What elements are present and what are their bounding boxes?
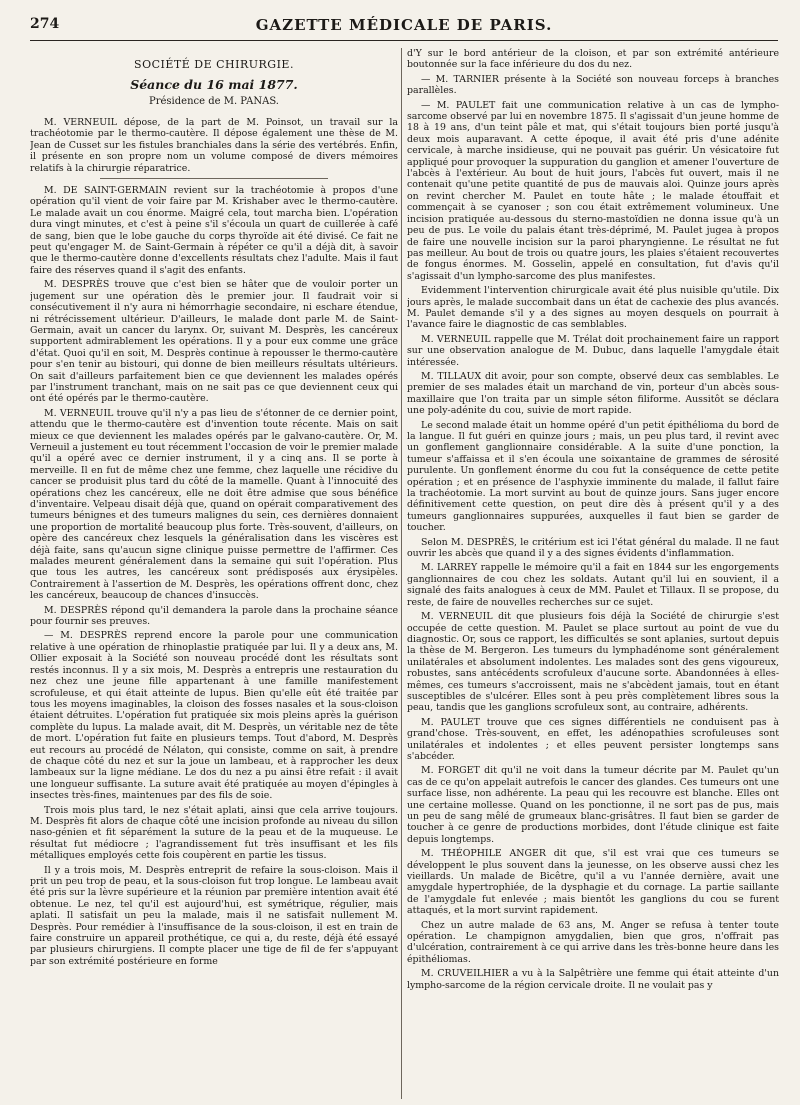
paragraph: M. VERNEUIL trouve qu'il n'y a pas lieu de s'étonner de ce dernier point, attendu que le thermo-cautère est d'invention toute récente. Mais on sait mieux ce que deviennent les malades opérés par le galvano-cautère. Or, M. Verneuil a justement eu tout récemment l'occasion de voir le premier malade qu'il a opéré avec ce dernier instrument, il y a cinq ans. Il se porte à merveille. Il en fut de même chez une femme, chez laquelle une récidive du cancer se produisit plus tard du côté de la mamelle. Quant à l'innocuité des opérations chez les cancéreux, elle ne doit être admise que sous bénéfice d'inventaire. Velpeau disait déjà que, quand on opérait comparativement des tumeurs bénignes et des tumeurs malignes du sein, ces dernières donnaient une proportion de mortalité beaucoup plus forte. Très-souvent, d'ailleurs, on opère des cancéreux chez lesquels la généralisation dans les viscères est déjà faite, sans qu'aucun signe clinique puisse permettre de l'affirmer. Ces malades meurent généralement dans la semaine qui suit l'opération. Plus que tous les autres, les cancéreux sont prédisposés aux érysipèles. Contrairement à l'assertion de M. Desprès, les opérations offrent donc, chez les cancéreux, beaucoup de chances d'insuccès. [30, 407, 398, 602]
paragraph: Trois mois plus tard, le nez s'était aplati, ainsi que cela arrive toujours. M. Desprès fit alors de chaque côté une incision profonde au niveau du sillon naso-génien et fit séparément la suture de la peau et de la muqueuse. Le résultat fut médiocre ; l'agrandissement fut très insuffisant et les fils métalliques employés cette fois coupèrent en partie les tissus. [30, 804, 398, 862]
paragraph: — M. DESPRÈS reprend encore la parole pour une communication relative à une opération de rhinoplastie pratiquée par lui. Il y a deux ans, M. Ollier exposait à la Société son nouveau procédé dont les résultats sont restés inconnus. Il y a six mois, M. Desprès a entrepris une restauration du nez chez une jeune fille appartenant à une famille manifestement scrofuleuse, et qui était atteinte de lupus. Bien qu'elle eût été traitée par tous les moyens imaginables, la cloison des fosses nasales et la sous-cloison étaient détruites. L'opération fut pratiquée six mois pleins après la guérison complète du lupus. La malade avait, dit M. Desprès, un véritable nez de tête de mort. L'opération fut faite en plusieurs temps. Tout d'abord, M. Desprès eut recours au procédé de Nélaton, qui consiste, comme on sait, à prendre de chaque côté du nez et sur la joue un lambeau, et à rapprocher les deux lambeaux sur la ligne médiane. Le dos du nez a pu ainsi être refait : il avait une longueur suffisante. La suture avait été pratiquée au moyen d'épingles à insectes très-fines, maintenues par des fils de soie. [30, 630, 398, 802]
paragraph: — M. PAULET fait une communication relative à un cas de lympho-sarcome observé par lui en novembre 1875. Il s'agissait d'un jeune homme de 18 à 19 ans, d'un teint pâle et mat, qui s'était toujours bien porté jusqu'à deux mois auparavant. A cette époque, il avait été pris d'une adénite cervicale, à marche insidieuse, qui ne pouvait pas guérir. Un vésicatoire fut appliqué pour provoquer la suppuration du ganglion et amener l'ouverture de l'abcès à l'extérieur. Au bout de huit jours, l'abcès fut ouvert, mais il ne contenait qu'une petite quantité de pus de mauvais aloi. Quinze jours après on revint chercher M. Paulet en toute hâte ; le malade étouffait et commençait à se cyanoser ; son cou était extrêmement volumineux. Une incision pratiquée au-dessous du sterno-mastoïdien ne donna issue qu'à un peu de pus. Le voile du palais étant très-déprimé, M. Paulet jugea à propos de faire une nouvelle incision sur la paroi pharyngienne. Le résultat ne fut pas meilleur. Au bout de trois ou quatre jours, les plaies s'étaient recouvertes de fongus énormes. M. Gosselin, appelé en consultation, fut d'avis qu'il s'agissait d'un lympho-sarcome des plus manifestes. [407, 99, 779, 282]
divider-rule [100, 178, 328, 179]
paragraph: M. THÉOPHILE ANGER dit que, s'il est vrai que ces tumeurs se développent le plus souvent dans la jeunesse, on les observe aussi chez les vieillards. Un malade de Bicêtre, qu'il a vu l'année dernière, avait une amygdale hypertrophiée, de la dysphagie et du cornage. La partie saillante de l'amygdale fut enlevée ; mais bientôt les ganglions du cou se furent attaqués, et la mort survint rapidement. [407, 848, 779, 917]
paragraph: M. CRUVEILHIER a vu à la Salpêtrière une femme qui était atteinte d'un lympho-sarcome de la région cervicale droite. Il ne voulait pas y [407, 968, 779, 991]
paragraph: M. VERNEUIL rappelle que M. Trélat doit prochainement faire un rapport sur une observation analogue de M. Dubuc, dans laquelle l'amygdale était intéressée. [407, 333, 779, 368]
paragraph: M. PAULET trouve que ces signes différentiels ne conduisent pas à grand'chose. Très-souvent, en effet, les adénopathies scrofuleuses sont unilatérales et indolentes ; et elles peuvent persister longtemps sans s'abcéder. [407, 716, 779, 762]
presidence-line: Présidence de M. PANAS. [149, 96, 279, 107]
paragraph: d'Y sur le bord antérieur de la cloison, et par son extrémité antérieure boutonnée sur la face inférieure du dos du nez. [407, 48, 779, 71]
running-title: GAZETTE MÉDICALE DE PARIS. [255, 16, 553, 34]
paragraph: M. VERNEUIL dépose, de la part de M. Poinsot, un travail sur la trachéotomie par le thermo-cautère. Il dépose également une thèse de M. Jean de Cusset sur les fistules branchiales dans la série des vertébrés. Enfin, il présente en son propre nom un volume composé de divers mémoires relatifs à la chirurgie réparatrice. [30, 117, 398, 174]
paragraph: M. VERNEUIL dit que plusieurs fois déjà la Société de chirurgie s'est occupée de cette question. M. Paulet se place surtout au point de vue du diagnostic. Or, sous ce rapport, les difficultés se sont aplanies, surtout depuis la thèse de M. Bergeron. Les tumeurs du lymphadénome sont généralement unilatérales et absolument indolentes. Les malades sont des gens vigoureux, robustes, sans antécédents scrofuleux d'aucune sorte. Abandonnées à elles-mêmes, ces tumeurs s'accroissent, mais ne s'abcèdent jamais, tout en étant susceptibles de s'ulcérer. Elles sont à peu près complètement libres sous la peau, tandis que les ganglions scrofuleux sont, au contraire, adhérents. [407, 611, 779, 714]
right-column [407, 48, 779, 1099]
left-column [30, 48, 398, 1099]
session-title: Séance du 16 mai 1877. [130, 77, 298, 92]
column-divider [401, 48, 402, 1099]
paragraph: M. DESPRÈS répond qu'il demandera la parole dans la prochaine séance pour fournir ses preuves. [30, 604, 398, 628]
page-header [30, 14, 778, 41]
paragraph: Selon M. DESPRÈS, le critérium est ici l'état général du malade. Il ne faut ouvrir les abcès que quand il y a des signes évidents d'inflammation. [407, 536, 779, 560]
page-number: 274 [30, 16, 60, 32]
paragraph: M. DE SAINT-GERMAIN revient sur la trachéotomie à propos d'une opération qu'il vient de voir faire par M. Krishaber avec le thermo-cautère. Le malade avait un cou énorme. Maigré cela, tout marcha bien. L'opération dura vingt minutes, et c'est à peine s'il s'écoula un quart de cuillerée à café de sang, bien que le lobe gauche du corps thyroïde ait été divisé. Ce fait ne peut qu'engager M. de Saint-Germain à répéter ce qu'il a déjà dit, à savoir que le thermo-cautère donne d'excellents résultats chez l'adulte. Mais il faut faire des réserves quand il s'agit des enfants. [30, 185, 398, 276]
paragraph: Chez un autre malade de 63 ans, M. Anger se refusa à tenter toute opération. Le champignon amygdalien, bien que gros, n'offrait pas d'ulcération, contrairement à ce qui arrive dans les très-bonne heure dans les épithéliomas. [407, 919, 779, 965]
paragraph: Le second malade était un homme opéré d'un petit épithélioma du bord de la langue. Il fut guéri en quinze jours ; mais, un peu plus tard, il revint avec un gonflement ganglionnaire considérable. A la suite d'une ponction, la tumeur s'affaissa et il s'en écoula une soixantaine de grammes de sérosité purulente. Un gonflement énorme du cou fut la conséquence de cette petite opération ; et en présence de l'asphyxie imminente du malade, il fallut faire la trachéotomie. La mort survint au bout de quinze jours. Sans juger encore définitivement cette question, on peut dire dès à présent qu'il y a des tumeurs ganglionnaires suppurées, auxquelles il faut bien se garder de toucher. [407, 419, 779, 534]
paragraph: M. FORGET dit qu'il ne voit dans la tumeur décrite par M. Paulet qu'un cas de ce qu'on appelait autrefois le cancer des glandes. Ces tumeurs ont une surface lisse, non adhérente. La peau qui les recouvre est blanche. Elles ont une certaine mollesse. Quand on les ponctionne, il ne sort pas de pus, mais un peu de sang mêlé de grumeaux blanc-grisâtres. Il faut bien se garder de toucher à ce genre de productions morbides, dont l'étude clinique est faite depuis longtemps. [407, 765, 779, 845]
paragraph: M. DESPRÈS trouve que c'est bien se hâter que de vouloir porter un jugement sur une opération dès le premier jour. Il faudrait voir si consécutivement il n'y aura ni hémorrhagie secondaire, ni eschare étendue, ni rétrécissement ultérieur. D'ailleurs, le malade dont parle M. de Saint-Germain, avait un cancer du larynx. Or, suivant M. Desprès, les cancéreux supportent admirablement les opérations. Il y a pour eux comme une grâce d'état. Quoi qu'il en soit, M. Desprès continue à repousser le thermo-cautère pour s'en tenir au bistouri, qui donne de bien meilleurs résultats ultérieurs. On sait d'ailleurs parfaitement bien ce que deviennent les malades opérés par l'instrument tranchant, mais on ne sait pas ce que deviennent ceux qui ont été opérés par le thermo-cautère. [30, 279, 398, 405]
section-title: SOCIÉTÉ DE CHIRURGIE. [134, 58, 294, 71]
paragraph: M. LARREY rappelle le mémoire qu'il a fait en 1844 sur les engorgements ganglionnaires de cou chez les soldats. Autant qu'il lui en souvient, il a signalé des faits analogues à ceux de MM. Paulet et Tillaux. Il se propose, du reste, de faire de nouvelles recherches sur ce sujet. [407, 562, 779, 608]
paragraph: Evidemment l'intervention chirurgicale avait été plus nuisible qu'utile. Dix jours après, le malade succombait dans un état de cachexie des plus avancés. M. Paulet demande s'il y a des signes au moyen desquels on pourrait à l'avance faire le diagnostic de cas semblables. [407, 285, 779, 331]
paragraph: M. TILLAUX dit avoir, pour son compte, observé deux cas semblables. Le premier de ses malades était un marchand de vin, porteur d'un abcès sous-maxillaire que l'on traita par un simple séton filiforme. Aussitôt se déclara une poly-adénite du cou, suivie de mort rapide. [407, 370, 779, 417]
paragraph: — M. TARNIER présente à la Société son nouveau forceps à branches parallèles. [407, 73, 779, 97]
paragraph: Il y a trois mois, M. Desprès entreprit de refaire la sous-cloison. Mais il prit un peu trop de peau, et la sous-cloison fut trop longue. Le lambeau avait été pris sur la lèvre supérieure et la réunion par première intention avait été obtenue. Le nez, tel qu'il est aujourd'hui, est symétrique, régulier, mais aplati. Il satisfait un peu la malade, mais il ne satisfait nullement M. Desprès. Pour remédier à l'insuffisance de la sous-cloison, il est en train de faire construire un appareil prothétique, ce qui a, du reste, déjà été essayé par plusieurs chirurgiens. Il compte placer une tige de fil de fer s'appuyant par son extrémité postérieure en forme [30, 864, 398, 967]
